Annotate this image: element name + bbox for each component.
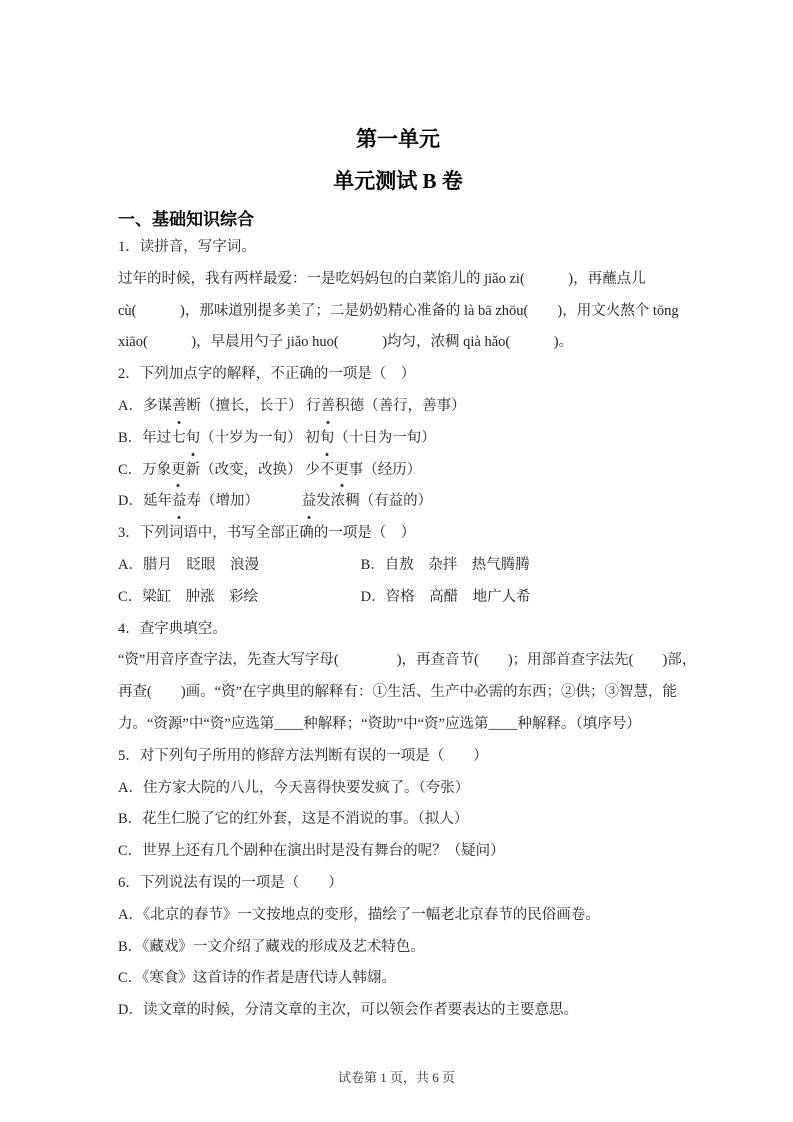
q3-option-b: B．自敖 杂拌 热气腾腾 <box>360 556 530 573</box>
section-heading: 一、基础知识综合 <box>118 210 254 229</box>
q2-option-b-phrase-2 <box>305 430 436 446</box>
page-content <box>118 126 697 1027</box>
q1-text-line-2: cù( )，那味道别提多美了；二是奶奶精心准备的 là bā zhōu( )，用文火熬个 tōng <box>118 302 679 319</box>
q5-option-c: C．世界上还有几个剧种在演出时是没有舞台的呢？（疑问） <box>118 843 505 860</box>
q3-option-d: D．咨格 高醋 地广人希 <box>360 588 531 605</box>
q6-stem: 6．下列说法有误的一项是（ ） <box>118 874 343 891</box>
dotted-char: 善 <box>172 391 187 423</box>
q6-option-c: C．《寒食》这首诗的作者是唐代诗人韩翃。 <box>118 970 396 987</box>
q2-option-d <box>118 486 678 518</box>
dotted-char: 益 <box>172 486 187 518</box>
text-segment: 寿（增加） <box>186 493 259 510</box>
question-lines <box>118 232 697 1027</box>
q3-option-c: C．梁缸 肿涨 彩绘 <box>118 588 259 605</box>
q1-text-line-1: 过年的时候，我有两样最爱：一是吃妈妈包的白菜馅儿的 jiǎo zi( )，再蘸点儿 <box>118 270 646 287</box>
text-segment: （十岁为一旬） <box>200 429 302 446</box>
text-segment: 积德（善行，善事） <box>335 397 466 414</box>
text-segment: 事（经历） <box>348 461 422 478</box>
dotted-char: 旬 <box>320 423 335 455</box>
q4-stem: 4．查字典填空。 <box>118 620 227 637</box>
q3-option-a: A．腊月 眨眼 浪漫 <box>118 556 259 573</box>
q2-option-b-phrase-1 <box>118 423 302 455</box>
q2-option-d-phrase-2 <box>302 493 433 509</box>
q6-option-b: B．《藏戏》一文介绍了藏戏的形成及艺术特色。 <box>118 938 425 955</box>
q4-text-line-3: 力。“资源”中“资”应选第____种解释；“资助”中“资”应选第____种解释。（填序号） <box>118 715 641 732</box>
q2-option-c <box>118 455 678 487</box>
q4-text-line-1: “资”用音序查字法，先查大写字母( )，再查音节( )；用部首查字法先( )部， <box>118 652 697 669</box>
dotted-char: 旬 <box>186 423 201 455</box>
text-segment: （十日为一旬） <box>334 429 436 446</box>
q1-stem: 1．读拼音，写字词。 <box>118 239 256 255</box>
q5-stem: 5．对下列句子所用的修辞方法判断有误的一项是（ ） <box>118 747 488 764</box>
q3-options-row-2 <box>118 582 678 614</box>
text-segment: C．万象 <box>118 461 172 478</box>
q2-stem: 2．下列加点字的解释，不正确的一项是（ ） <box>118 366 416 383</box>
q2-option-b <box>118 423 678 455</box>
text-segment: D．延年 <box>118 493 172 510</box>
text-segment: A．多谋 <box>118 397 172 414</box>
q1-text-line-3: xiāo( )，早晨用勺子 jiǎo huo( )均匀，浓稠 qià hǎo( )。 <box>118 334 574 351</box>
text-segment: 发浓稠（有益的） <box>316 493 433 510</box>
text-segment: 行 <box>306 397 321 414</box>
q2-option-d-phrase-1 <box>118 486 298 518</box>
q2-option-a-phrase-1 <box>118 391 302 423</box>
text-segment: 断（擅长，长于） <box>186 397 303 414</box>
page-footer: 试卷第 1 页，共 6 页 <box>337 1070 455 1085</box>
text-segment: 初 <box>305 429 320 446</box>
text-segment: B．年过七 <box>118 429 186 446</box>
q4-text-line-2: 再查( )画。“资”在字典里的解释有：①生活、生产中必需的东西；②供；③智慧，能 <box>118 684 678 701</box>
q2-option-c-phrase-2 <box>305 462 421 478</box>
q5-option-b: B．花生仁脱了它的红外套，这是不消说的事。（拟人） <box>118 811 469 828</box>
text-segment: 少不 <box>305 461 335 478</box>
q2-option-a-phrase-2 <box>306 398 466 414</box>
dotted-char: 更 <box>334 455 349 487</box>
q6-option-d: D．读文章的时候，分清文章的主次，可以领会作者要表达的主要意思。 <box>118 1002 578 1019</box>
dotted-char: 更 <box>171 455 186 487</box>
dotted-char: 善 <box>321 391 336 423</box>
paper-title: 单元测试 B 卷 <box>333 169 463 193</box>
text-segment: 新（改变，改换） <box>185 461 302 478</box>
q6-option-a: A．《北京的春节》一文按地点的变形，描绘了一幅老北京春节的民俗画卷。 <box>118 906 600 923</box>
dotted-char: 益 <box>302 486 317 518</box>
q3-options-row-1 <box>118 550 678 582</box>
q2-option-c-phrase-1 <box>118 455 302 487</box>
q5-option-a: A．住方家大院的八儿，今天喜得快要发疯了。（夸张） <box>118 779 470 796</box>
q3-stem: 3．下列词语中，书写全部正确的一项是（ ） <box>118 525 416 542</box>
q2-option-a <box>118 391 678 423</box>
unit-title: 第一单元 <box>356 127 440 151</box>
